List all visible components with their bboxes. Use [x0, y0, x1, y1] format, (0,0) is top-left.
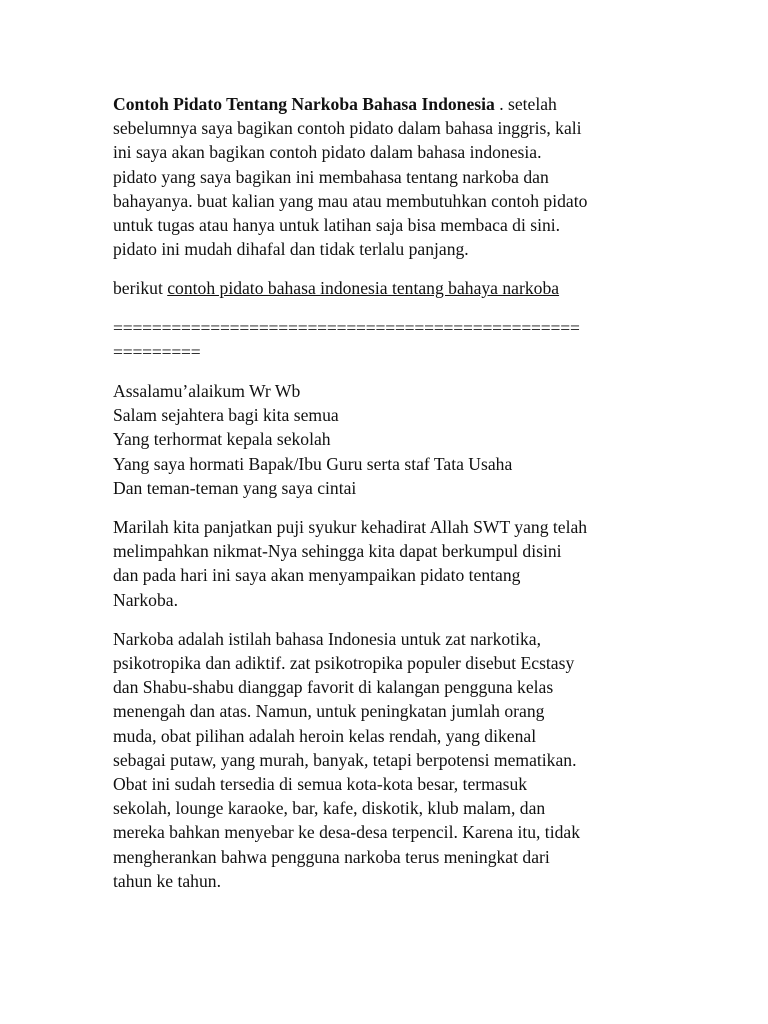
- intro-line: sebelumnya saya bagikan contoh pidato dalam bahasa inggris, kali: [113, 118, 582, 139]
- narkoba-paragraph: [113, 627, 673, 893]
- opening-paragraph: [113, 515, 673, 612]
- body-line: Marilah kita panjatkan puji syukur kehadirat Allah SWT yang telah: [113, 517, 588, 538]
- intro-line: pidato yang saya bagikan ini membahasa tentang narkoba dan: [113, 166, 549, 187]
- separator-line: =========: [113, 341, 201, 362]
- speech-link[interactable]: contoh pidato bahasa indonesia tentang bahaya narkoba: [167, 278, 560, 299]
- body-line: mereka bahkan menyebar ke desa-desa terpencil. Karena itu, tidak: [113, 822, 580, 843]
- body-line: dan Shabu-shabu dianggap favorit di kalangan pengguna kelas: [113, 677, 554, 698]
- body-line: dan pada hari ini saya akan menyampaikan pidato tentang: [113, 565, 521, 586]
- body-line: sekolah, lounge karaoke, bar, kafe, diskotik, klub malam, dan: [113, 798, 546, 819]
- body-line: Narkoba adalah istilah bahasa Indonesia untuk zat narkotika,: [113, 628, 541, 649]
- greeting-line: Salam sejahtera bagi kita semua: [113, 405, 339, 426]
- body-line: mengherankan bahwa pengguna narkoba terus meningkat dari: [113, 846, 550, 867]
- intro-first-line: [113, 92, 673, 116]
- intro-line: pidato ini mudah dihafal dan tidak terlalu panjang.: [113, 239, 469, 260]
- title-suffix: . setelah: [494, 94, 557, 114]
- body-line: psikotropika dan adiktif. zat psikotropika populer disebut Ecstasy: [113, 653, 575, 674]
- intro-line: bahayanya. buat kalian yang mau atau membutuhkan contoh pidato: [113, 190, 588, 211]
- body-line: Obat ini sudah tersedia di semua kota-kota besar, termasuk: [113, 774, 528, 795]
- greeting-line: Dan teman-teman yang saya cintai: [113, 477, 357, 498]
- body-line: sebagai putaw, yang murah, banyak, tetapi berpotensi mematikan.: [113, 749, 577, 770]
- article-title: Contoh Pidato Tentang Narkoba Bahasa Indonesia: [113, 94, 495, 114]
- intro-line: untuk tugas atau hanya untuk latihan saja bisa membaca di sini.: [113, 215, 561, 236]
- greeting-line: Yang saya hormati Bapak/Ibu Guru serta staf Tata Usaha: [113, 453, 513, 474]
- berikut-paragraph: [113, 276, 673, 300]
- body-line: melimpahkan nikmat-Nya sehingga kita dapat berkumpul disini: [113, 541, 562, 562]
- greetings-paragraph: [113, 379, 673, 500]
- body-line: Narkoba.: [113, 589, 178, 610]
- body-line: menengah dan atas. Namun, untuk peningkatan jumlah orang: [113, 701, 545, 722]
- intro-paragraph: [113, 92, 673, 261]
- greeting-line: Yang terhormat kepala sekolah: [113, 429, 331, 450]
- berikut-line: [113, 276, 673, 300]
- document-page: [113, 92, 673, 908]
- greeting-line: Assalamu’alaikum Wr Wb: [113, 381, 301, 402]
- separator-line: ================================================: [113, 317, 580, 338]
- intro-line: ini saya akan bagikan contoh pidato dalam bahasa indonesia.: [113, 142, 542, 163]
- berikut-prefix: berikut: [113, 278, 168, 299]
- body-line: muda, obat pilihan adalah heroin kelas rendah, yang dikenal: [113, 725, 537, 746]
- separator: [113, 316, 673, 364]
- body-line: tahun ke tahun.: [113, 870, 221, 891]
